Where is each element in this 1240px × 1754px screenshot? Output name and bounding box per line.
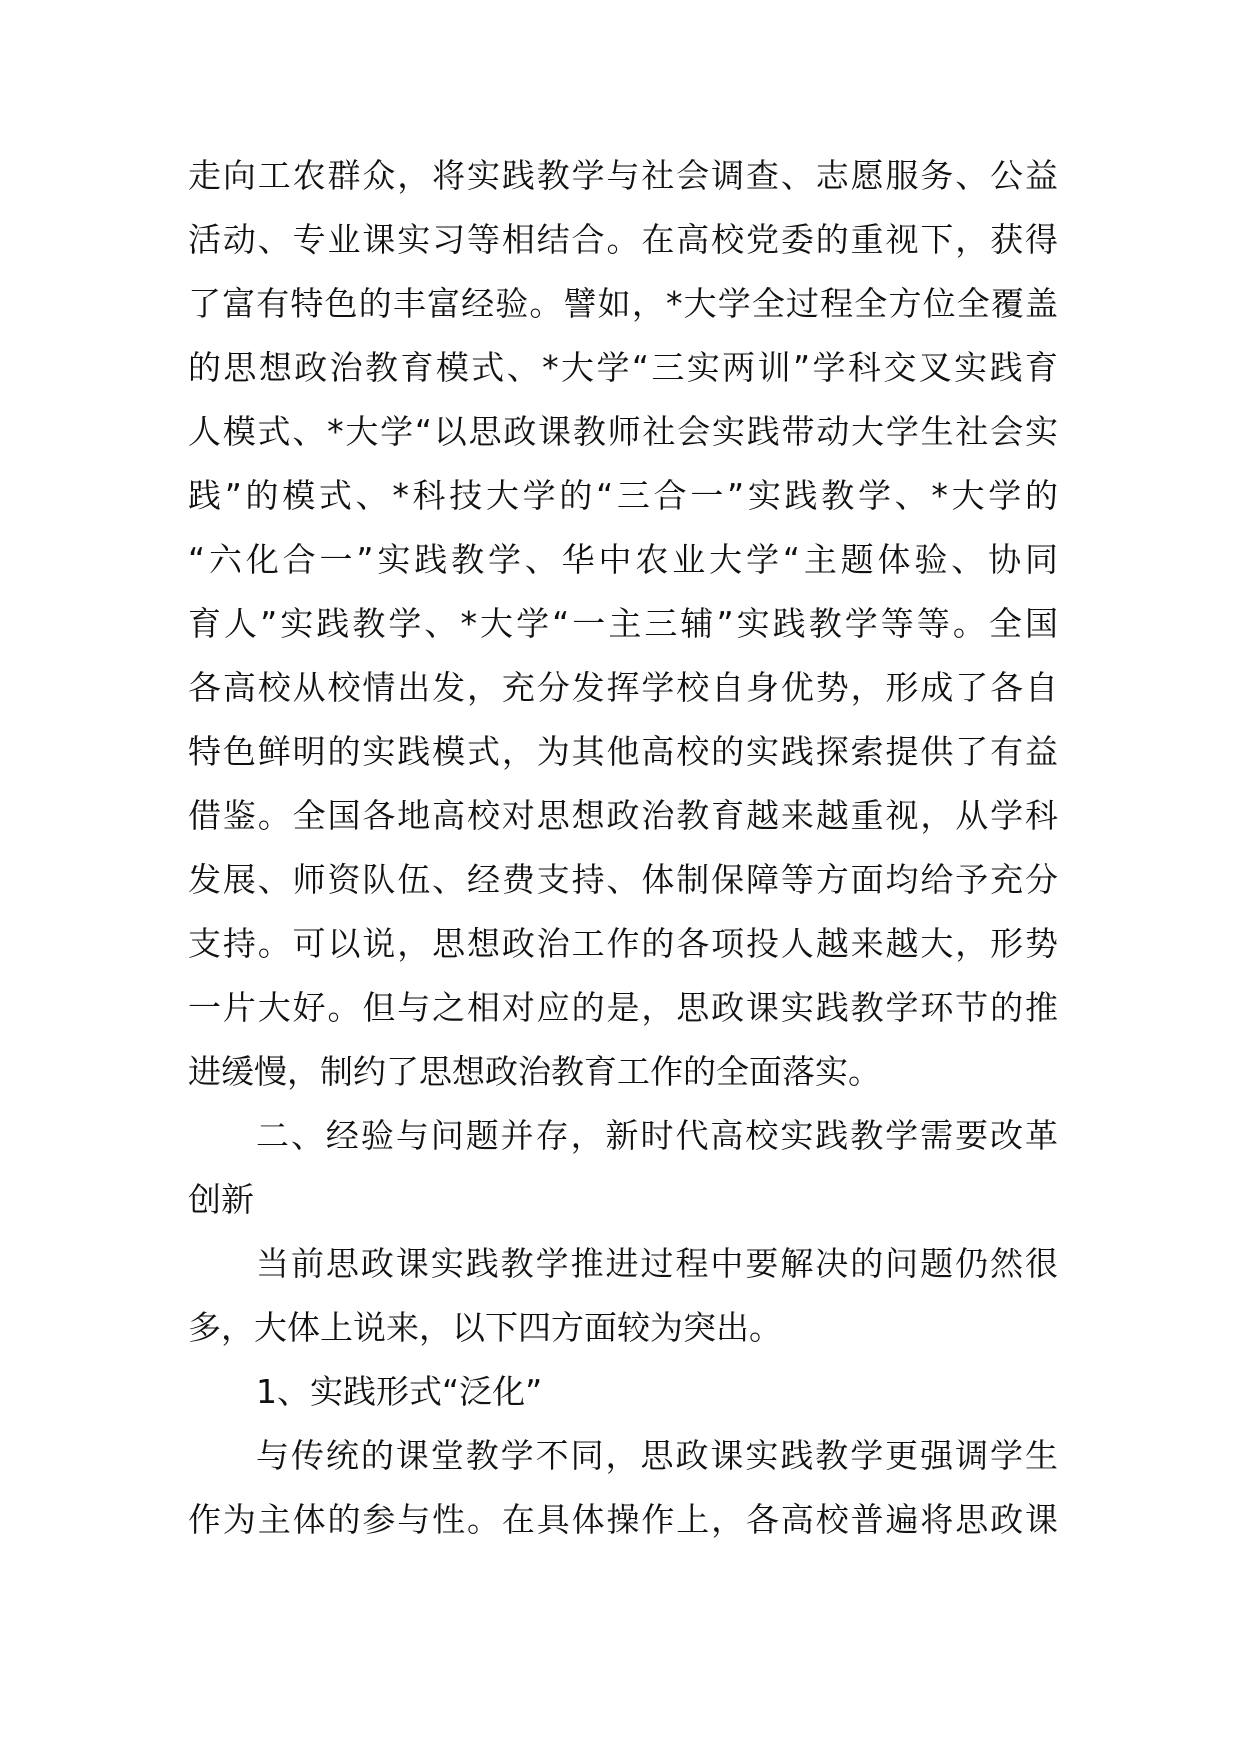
text-line-7: “六化合一”实践教学、华中农业大学“主题体验、协同	[188, 540, 1058, 579]
text-line-6: 践”的模式、*科技大学的“三合一”实践教学、*大学的	[188, 476, 1058, 515]
text-line-1: 走向工农群众，将实践教学与社会调查、志愿服务、公益	[188, 156, 1058, 195]
text-line-2: 活动、专业课实习等相结合。在高校党委的重视下，获得	[188, 220, 1058, 259]
text-line-19: 多，大体上说来，以下四方面较为突出。	[188, 1308, 782, 1347]
text-line-11: 借鉴。全国各地高校对思想政治教育越来越重视，从学科	[188, 796, 1058, 835]
text-line-22: 作为主体的参与性。在具体操作上，各高校普遍将思政课	[188, 1500, 1058, 1539]
text-line-5: 人模式、*大学“以思政课教师社会实践带动大学生社会实	[188, 412, 1058, 451]
text-line-3: 了富有特色的丰富经验。譬如，*大学全过程全方位全覆盖	[188, 284, 1058, 323]
subheading-line: 1、实践形式“泛化”	[256, 1372, 543, 1411]
text-line-15: 进缓慢，制约了思想政治教育工作的全面落实。	[188, 1052, 881, 1091]
section-heading-line-2: 创新	[188, 1180, 254, 1219]
text-line-12: 发展、师资队伍、经费支持、体制保障等方面均给予充分	[188, 860, 1058, 899]
text-line-9: 各高校从校情出发，充分发挥学校自身优势，形成了各自	[188, 668, 1058, 707]
text-line-14: 一片大好。但与之相对应的是，思政课实践教学环节的推	[188, 988, 1058, 1027]
text-line-4: 的思想政治教育模式、*大学“三实两训”学科交叉实践育	[188, 348, 1058, 387]
text-line-18: 当前思政课实践教学推进过程中要解决的问题仍然很	[256, 1244, 1058, 1283]
text-line-10: 特色鲜明的实践模式，为其他高校的实践探索提供了有益	[188, 732, 1058, 771]
text-line-8: 育人”实践教学、*大学“一主三辅”实践教学等等。全国	[188, 604, 1058, 643]
text-line-13: 支持。可以说，思想政治工作的各项投人越来越大，形势	[188, 924, 1058, 963]
section-heading-line-1: 二、经验与问题并存，新时代高校实践教学需要改革	[256, 1116, 1058, 1155]
text-line-21: 与传统的课堂教学不同，思政课实践教学更强调学生	[256, 1436, 1058, 1475]
